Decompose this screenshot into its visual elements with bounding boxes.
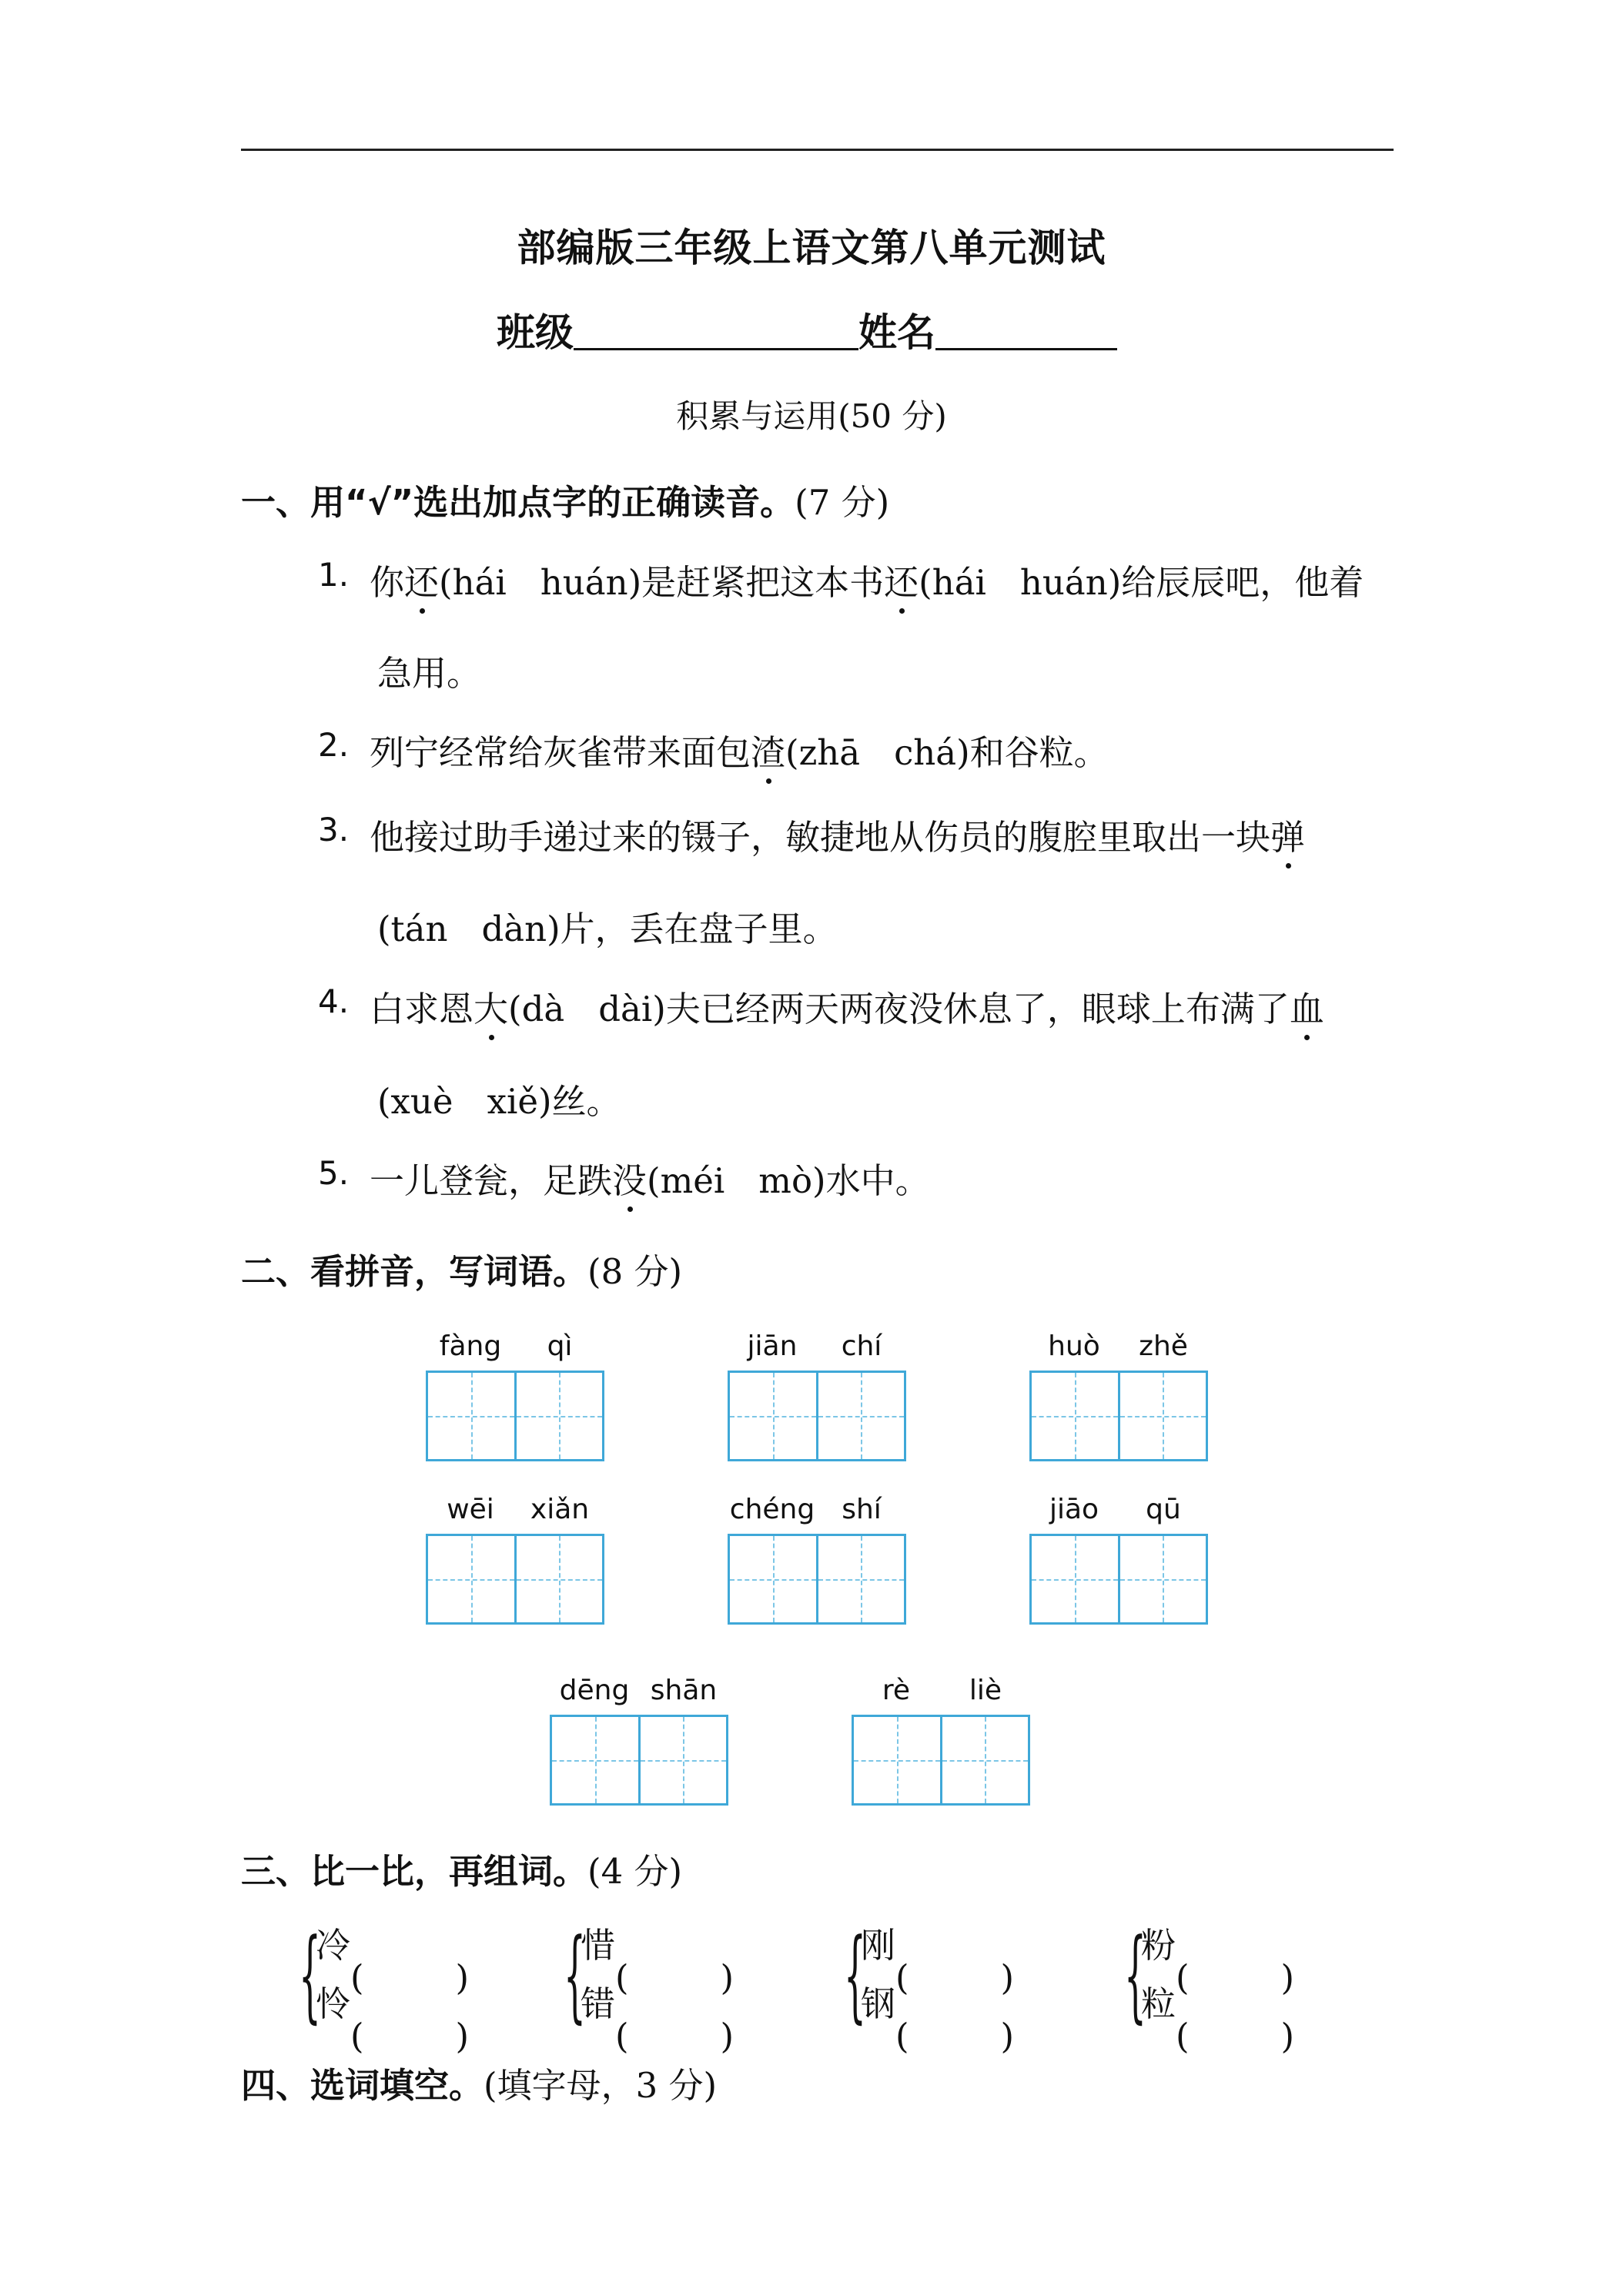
writing-grid[interactable] (550, 1715, 728, 1806)
writing-grid[interactable] (1029, 1371, 1208, 1461)
page-title: 部编版三年级上语文第八单元测试 (517, 226, 1106, 270)
pinyin: liè (969, 1675, 1002, 1706)
compare-char: 粉 (1141, 1925, 1176, 1966)
writing-grid[interactable] (1029, 1534, 1208, 1625)
compare-char: 怜 (316, 1983, 351, 2024)
class-label: 班级 (497, 310, 574, 355)
q4-line1 (370, 981, 1324, 1031)
q5-text-2: mò)水中。 (758, 1160, 930, 1201)
pinyin: fàng (439, 1330, 502, 1362)
q2-pinyin-a: (zhā (785, 732, 861, 773)
pinyin: jiān (747, 1330, 798, 1362)
brace: { (299, 1916, 321, 2033)
q2-text: 列宁经常给灰雀带来面包 (370, 732, 751, 773)
pinyin: dēng (559, 1675, 630, 1706)
q3-line1 (370, 809, 1305, 859)
q5-number: 5. (318, 1154, 350, 1192)
q3-dotted-char: 弹 (1270, 809, 1305, 859)
q2-text-2: chá)和谷粒。 (894, 732, 1109, 773)
q3-text-2: dàn)片，丢在盘子里。 (481, 909, 838, 949)
compare-row: 粉 ( ) (1141, 1925, 1295, 1998)
class-name-line (497, 302, 1117, 357)
q3-text: 他接过助手递过来的镊子，敏捷地从伤员的腹腔里取出一块 (370, 817, 1271, 858)
top-rule (241, 149, 1394, 151)
q4-number: 4. (318, 982, 350, 1020)
pinyin: rè (882, 1675, 911, 1706)
compare-row: 刚 ( ) (861, 1925, 1015, 1998)
compare-char: 错 (581, 1983, 616, 2024)
pinyin: shān (650, 1675, 718, 1706)
section1-points: (7 分) (795, 482, 890, 523)
compare-row: 怜 ( ) (316, 1983, 470, 2057)
q4-pinyin-a: (dà (508, 989, 565, 1029)
q2-line1 (370, 725, 1109, 775)
q4-text-2: dài)夫已经两天两夜没休息了，眼球上布满了 (598, 989, 1290, 1029)
section2-heading (241, 1243, 682, 1294)
q1-dotted-char-1: 还 (404, 554, 439, 604)
pinyin: qì (547, 1330, 573, 1362)
q5-pinyin-a: (méi (647, 1160, 725, 1201)
compare-row: 粒 ( ) (1141, 1983, 1295, 2057)
section2-points: (8 分) (587, 1251, 683, 1292)
compare-row: 冷 ( ) (316, 1925, 470, 1998)
pinyin: jiāo (1049, 1494, 1099, 1525)
brace: { (564, 1916, 586, 2033)
section3-heading (241, 1843, 682, 1893)
pinyin: huò (1048, 1330, 1100, 1362)
q1-line2: 急用。 (377, 653, 482, 694)
q1-line1 (370, 554, 1364, 604)
q4-dotted-char-2: 血 (1290, 981, 1324, 1031)
q4-text: 白求恩 (370, 989, 474, 1029)
compare-row: 惜 ( ) (581, 1925, 735, 1998)
pinyin: xiǎn (530, 1494, 590, 1525)
writing-grid[interactable] (852, 1715, 1030, 1806)
name-label: 姓名 (858, 310, 935, 355)
q1-pinyin-a: (hái (439, 562, 507, 603)
q3-pinyin-a: (tán (377, 909, 448, 949)
q4-line2 (377, 1073, 621, 1123)
brace: { (844, 1916, 866, 2033)
q3-line2 (377, 901, 838, 951)
section4-title: 四、选词填空。 (241, 2065, 484, 2106)
q1-text-2: huán)是赶紧把这本书 (540, 562, 885, 603)
q5-text: 一儿登瓮，足跌 (370, 1160, 613, 1201)
class-blank (574, 313, 858, 350)
compare-char: 粒 (1141, 1983, 1176, 2024)
writing-grid[interactable] (728, 1534, 906, 1625)
name-blank (935, 313, 1117, 350)
brace: { (1124, 1916, 1146, 2033)
section4-points: (填字母，3 分) (484, 2065, 718, 2106)
writing-grid[interactable] (426, 1371, 604, 1461)
pinyin: wēi (447, 1494, 494, 1525)
q4-dotted-char-1: 大 (474, 981, 508, 1031)
pinyin: zhě (1139, 1330, 1188, 1362)
q1-number: 1. (318, 556, 350, 594)
section1-heading (241, 474, 889, 524)
compare-row: 钢 ( ) (861, 1983, 1015, 2057)
q1-pinyin-b: (hái (919, 562, 986, 603)
section4-heading (241, 2057, 717, 2107)
part-subtitle: 积累与运用(50 分) (676, 397, 947, 435)
pinyin: qū (1146, 1494, 1181, 1525)
compare-char: 刚 (861, 1925, 896, 1966)
writing-grid[interactable] (426, 1534, 604, 1625)
q1-text-3: huán)给辰辰吧，他着 (1019, 562, 1364, 603)
writing-grid[interactable] (728, 1371, 906, 1461)
compare-char: 冷 (316, 1925, 351, 1966)
compare-char: 惜 (581, 1925, 616, 1966)
section1-title: 一、用“√”选出加点字的正确读音。 (241, 482, 795, 523)
compare-char: 钢 (861, 1983, 896, 2024)
q1-dotted-char-2: 还 (884, 554, 919, 604)
pinyin: shí (842, 1494, 882, 1525)
q5-dotted-char: 没 (612, 1153, 647, 1203)
pinyin: chí (841, 1330, 882, 1362)
q2-dotted-char: 渣 (751, 725, 785, 775)
section2-title: 二、看拼音，写词语。 (241, 1251, 588, 1292)
q4-text-3: xiě)丝。 (487, 1081, 621, 1122)
q5-line1 (370, 1153, 930, 1203)
q4-pinyin-b: (xuè (377, 1081, 453, 1122)
q3-number: 3. (318, 811, 350, 848)
q2-number: 2. (318, 726, 350, 764)
section3-points: (4 分) (587, 1851, 683, 1892)
section3-title: 三、比一比，再组词。 (241, 1851, 588, 1892)
compare-row: 错 ( ) (581, 1983, 735, 2057)
pinyin: chéng (729, 1494, 815, 1525)
q1-text: 你 (370, 562, 405, 603)
